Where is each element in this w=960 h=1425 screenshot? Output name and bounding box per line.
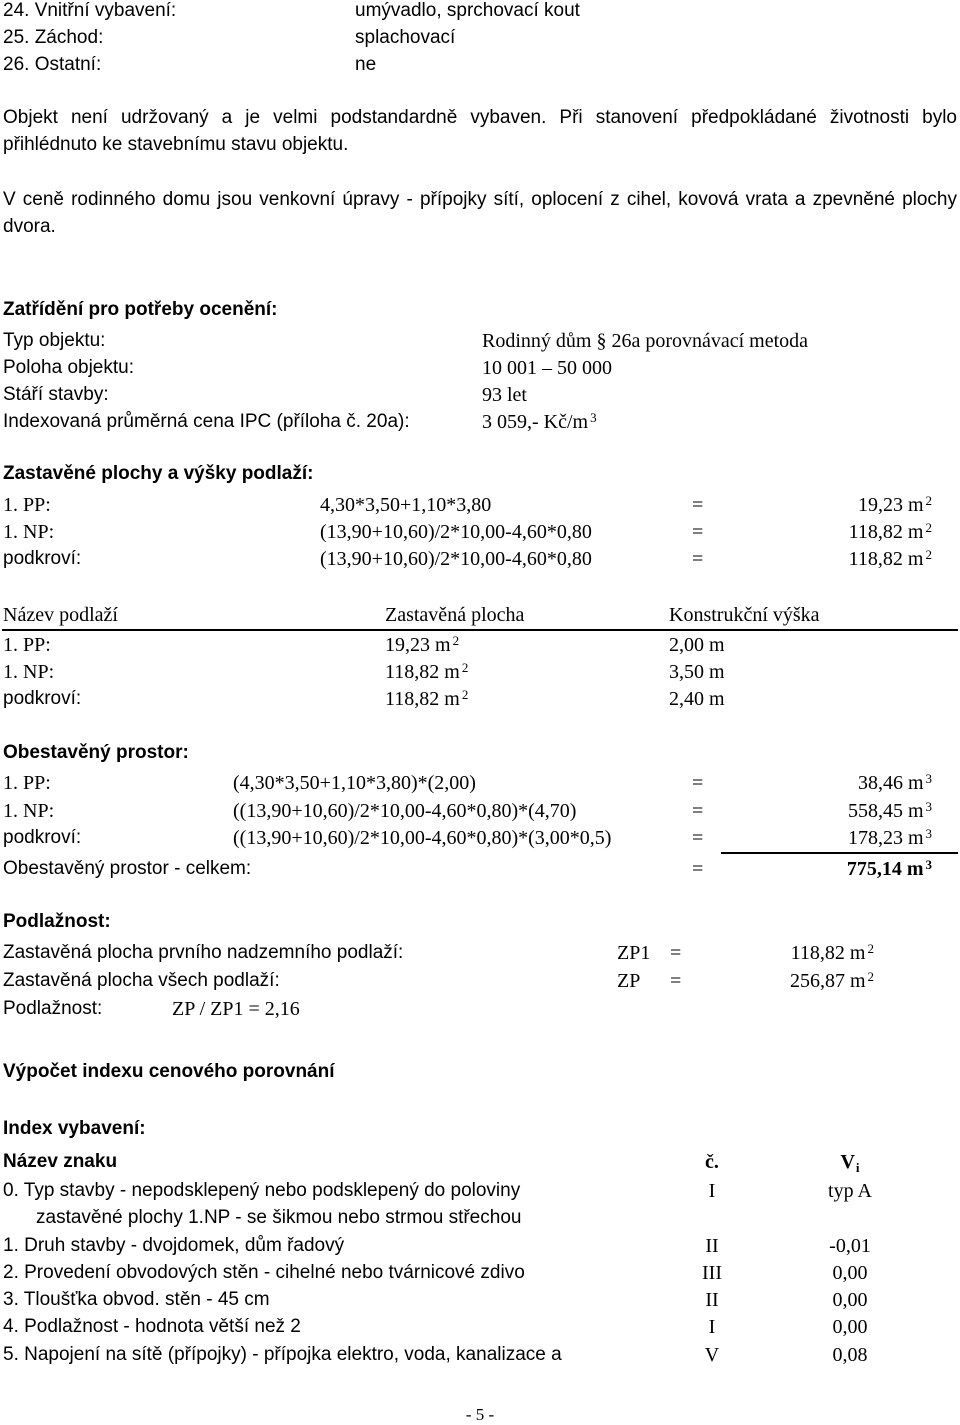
floor-ratio-equals: = [670, 970, 682, 992]
classification-value: Rodinný dům § 26a porovnávací metoda [482, 330, 809, 352]
volume-formula: ((13,90+10,60)/2*10,00-4,60*0,80)*(3,00*0,5) [233, 827, 612, 849]
built-area-value-text: 19,23 m [857, 494, 924, 516]
floor-ratio-symbol: ZP [617, 970, 641, 992]
area-exponent: 2 [461, 687, 469, 702]
volume-value-text: 38,46 m [857, 772, 924, 794]
intro-label-26: 26. Ostatní: [3, 54, 102, 75]
classification-label: Poloha objektu: [3, 357, 134, 378]
index-row-number: II [705, 1289, 719, 1311]
volume-total-value [847, 859, 932, 879]
index-row-name: 4. Podlažnost - hodnota větší než 2 [3, 1316, 301, 1337]
floor-area [385, 689, 468, 709]
volume-exponent: 3 [925, 826, 932, 841]
area-exponent: 2 [867, 969, 874, 984]
paragraph-outdoor: V ceně rodinného domu jsou venkovní úpravy - přípojky sítí, oplocení z cihel, kovová vrata a zpevněné plochy dvora. [3, 189, 957, 237]
classification-value: 10 001 – 50 000 [482, 357, 612, 379]
area-exponent: 2 [461, 660, 469, 675]
intro-label-25: 25. Záchod: [3, 27, 104, 48]
intro-value-25: splachovací [355, 27, 456, 48]
area-exponent: 2 [925, 520, 932, 535]
classification-heading: Zatřídění pro potřeby ocenění: [3, 299, 278, 320]
floor-area-text: 118,82 m [385, 661, 460, 683]
built-area-equals: = [692, 548, 704, 570]
floors-header-name: Název podlaží [3, 604, 118, 626]
volume-formula: ((13,90+10,60)/2*10,00-4,60*0,80)*(4,70) [233, 800, 577, 822]
built-area-value [858, 495, 932, 515]
volume-value [848, 801, 932, 821]
index-row-name: 5. Napojení na sítě (přípojky) - přípojka elektro, voda, kanalizace a [3, 1344, 562, 1365]
classification-label: Indexovaná průměrná cena IPC (příloha č. 20a): [3, 411, 410, 432]
floor-ratio-heading: Podlažnost: [3, 911, 111, 932]
volume-value [848, 828, 932, 848]
index-row-value: typ A [828, 1180, 872, 1202]
volume-total-rule [721, 852, 958, 854]
floor-height: 3,50 m [669, 661, 725, 683]
floor-height: 2,40 m [669, 688, 725, 710]
volume-total-value-text: 775,14 m [846, 858, 924, 880]
index-col-value-subscript: i [855, 1160, 860, 1175]
floor-ratio-result-label: Podlažnost: [3, 998, 103, 1019]
floor-area-text: 118,82 m [385, 688, 460, 710]
built-area-formula: (13,90+10,60)/2*10,00-4,60*0,80 [320, 521, 592, 543]
index-row-name: 2. Provedení obvodových stěn - cihelné nebo tvárnicové zdivo [3, 1262, 525, 1283]
floor-height: 2,00 m [669, 634, 725, 656]
page-number: - 5 - [465, 1405, 495, 1424]
intro-value-26: ne [355, 54, 377, 75]
area-exponent: 2 [452, 633, 460, 648]
index-row-value: 0,00 [832, 1289, 868, 1311]
volume-exponent: 3 [925, 799, 932, 814]
volume-exponent: 3 [925, 857, 932, 872]
floor-ratio-equals: = [670, 942, 682, 964]
built-areas-heading: Zastavěné plochy a výšky podlaží: [3, 463, 314, 484]
volume-exponent: 3 [925, 771, 932, 786]
volume-formula: (4,30*3,50+1,10*3,80)*(2,00) [233, 772, 476, 794]
built-area-equals: = [692, 494, 704, 516]
intro-label-24: 24. Vnitřní vybavení: [3, 0, 177, 21]
classification-value: 93 let [482, 384, 527, 406]
built-area-formula: (13,90+10,60)/2*10,00-4,60*0,80 [320, 548, 592, 570]
classification-value [482, 412, 597, 432]
index-row-name: 3. Tloušťka obvod. stěn - 45 cm [3, 1289, 270, 1310]
built-area-value-text: 118,82 m [848, 548, 924, 570]
floor-ratio-label: Zastavěná plocha všech podlaží: [3, 970, 280, 991]
ipc-value: 3 059,- Kč/m [482, 411, 589, 433]
floor-ratio-value-text: 256,87 m [789, 970, 866, 992]
volume-label: podkroví: [3, 827, 82, 848]
floor-area [385, 635, 459, 655]
index-row-number: V [704, 1344, 720, 1366]
floor-ratio-value [790, 971, 874, 991]
index-row-number: II [705, 1235, 719, 1257]
intro-value-24: umývadlo, sprchovací kout [355, 0, 580, 21]
index-calc-heading: Výpočet indexu cenového porovnání [3, 1061, 335, 1082]
volume-equals: = [692, 800, 704, 822]
index-row-name: 1. Druh stavby - dvojdomek, dům řadový [3, 1235, 345, 1256]
floors-header-area: Zastavěná plocha [385, 604, 525, 626]
classification-label: Stáří stavby: [3, 384, 109, 405]
index-row-value: -0,01 [829, 1235, 871, 1257]
volume-equals: = [692, 772, 704, 794]
built-area-label: 1. NP: [3, 521, 55, 543]
built-area-equals: = [692, 521, 704, 543]
built-area-formula: 4,30*3,50+1,10*3,80 [320, 494, 492, 516]
ipc-unit-exponent: 3 [590, 410, 597, 425]
index-col-number: č. [705, 1151, 719, 1173]
volume-value [858, 773, 932, 793]
volume-heading: Obestavěný prostor: [3, 742, 189, 763]
index-row-value: 0,00 [832, 1316, 868, 1338]
equipment-index-heading: Index vybavení: [3, 1118, 146, 1139]
classification-label: Typ objektu: [3, 330, 106, 351]
area-exponent: 2 [925, 547, 932, 562]
volume-label: 1. NP: [3, 800, 55, 822]
index-row-number: I [708, 1180, 716, 1202]
index-row-name: 0. Typ stavby - nepodsklepený nebo podsklepený do poloviny [3, 1180, 521, 1201]
index-col-name: Název znaku [3, 1151, 118, 1172]
floors-header-rule [2, 629, 958, 631]
floors-header-height: Konstrukční výška [669, 604, 820, 626]
built-area-value [849, 522, 932, 542]
index-col-value-text: V [840, 1151, 855, 1173]
index-row-value: 0,00 [832, 1262, 868, 1284]
floor-ratio-label: Zastavěná plocha prvního nadzemního podlaží: [3, 942, 404, 963]
floor-name: 1. PP: [3, 634, 51, 656]
area-exponent: 2 [867, 941, 874, 956]
paragraph-condition: Objekt není udržovaný a je velmi podstandardně vybaven. Při stanovení předpokládané životnosti bylo přihlédnuto ke stavebnímu stavu objektu. [3, 107, 957, 155]
floor-name: 1. NP: [3, 661, 55, 683]
built-area-label: podkroví: [3, 548, 82, 569]
floor-area [385, 662, 468, 682]
volume-equals: = [692, 827, 704, 849]
volume-label: 1. PP: [3, 772, 51, 794]
built-area-value-text: 118,82 m [848, 521, 924, 543]
index-row-name-cont: zastavěné plochy 1.NP - se šikmou nebo strmou střechou [36, 1207, 522, 1228]
floor-ratio-symbol: ZP1 [617, 942, 651, 964]
floor-ratio-value-text: 118,82 m [790, 942, 866, 964]
area-exponent: 2 [925, 493, 932, 508]
volume-total-label: Obestavěný prostor - celkem: [3, 858, 252, 879]
volume-value-text: 558,45 m [847, 800, 924, 822]
index-row-value: 0,08 [832, 1344, 868, 1366]
volume-total-equals: = [692, 858, 704, 880]
volume-value-text: 178,23 m [847, 827, 924, 849]
floor-name: podkroví: [3, 688, 82, 709]
index-col-value [800, 1151, 900, 1175]
built-area-value [849, 549, 932, 569]
index-row-number: III [702, 1262, 722, 1284]
floor-area-text: 19,23 m [385, 634, 451, 656]
floor-ratio-value [791, 943, 874, 963]
built-area-label: 1. PP: [3, 494, 51, 516]
index-row-number: I [708, 1316, 716, 1338]
floor-ratio-result-value: ZP / ZP1 = 2,16 [172, 998, 300, 1020]
